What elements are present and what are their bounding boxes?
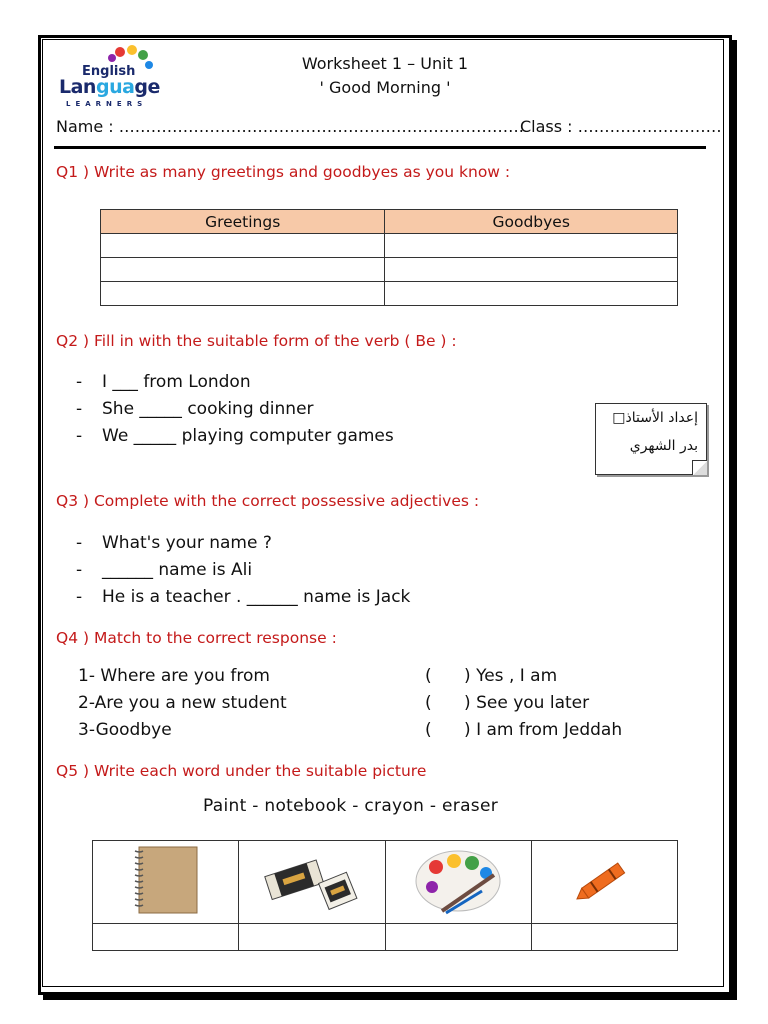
picture-cell (531, 841, 677, 924)
logo-line2: Language (59, 76, 160, 98)
note-fold-icon (692, 460, 707, 475)
q4-response[interactable]: ( ) I am from Jeddah (425, 720, 623, 740)
greetings-table (100, 209, 678, 306)
pictures-table (92, 840, 678, 951)
class-field-label: Class : ……………………… (520, 117, 722, 136)
q1-prompt: Q1 ) Write as many greetings and goodbyes as you know : (56, 163, 511, 181)
q4-prompt: Q4 ) Match to the correct response : (56, 629, 337, 647)
paint-palette-icon (412, 845, 504, 915)
worksheet-title: Worksheet 1 – Unit 1 (301, 54, 469, 73)
q4-question: 3-Goodbye (78, 720, 172, 740)
answer-cell[interactable] (385, 924, 531, 951)
goodbyes-header: Goodbyes (385, 210, 678, 234)
q2-item: - She _____ cooking dinner (76, 399, 314, 419)
logo-line1: English (82, 64, 136, 79)
q3-item: - What's your name ? (76, 533, 272, 553)
picture-cell (93, 841, 239, 924)
picture-cell (385, 841, 531, 924)
q4-question: 1- Where are you from (78, 666, 270, 686)
logo-line3: LEARNERS (66, 100, 148, 108)
greetings-cell[interactable] (101, 234, 385, 258)
q3-item: - ______ name is Ali (76, 560, 253, 580)
author-note (595, 403, 707, 475)
q2-item: - We _____ playing computer games (76, 426, 394, 446)
goodbyes-cell[interactable] (385, 282, 678, 306)
header-divider (54, 146, 706, 149)
q4-response[interactable]: ( ) See you later (425, 693, 590, 713)
eraser-icon (262, 847, 362, 913)
answer-cell[interactable] (239, 924, 385, 951)
goodbyes-cell[interactable] (385, 258, 678, 282)
answer-cell[interactable] (93, 924, 239, 951)
notebook-icon (133, 845, 199, 915)
answer-cell[interactable] (531, 924, 677, 951)
author-note-line1: إعداد الأستاذ□ (612, 410, 698, 426)
name-field-label: Name : …………………………………………………………………. (56, 117, 524, 136)
q4-response[interactable]: ( ) Yes , I am (425, 666, 558, 686)
crayon-icon (569, 855, 639, 905)
q3-prompt: Q3 ) Complete with the correct possessive adjectives : (56, 492, 480, 510)
q2-item: - I ___ from London (76, 372, 251, 392)
worksheet-subtitle: ' Good Morning ' (319, 78, 451, 97)
logo (56, 44, 160, 108)
q3-item: - He is a teacher . ______ name is Jack (76, 587, 411, 607)
q5-word-bank: Paint - notebook - crayon - eraser (203, 796, 498, 816)
greetings-cell[interactable] (101, 258, 385, 282)
picture-cell (239, 841, 385, 924)
q2-prompt: Q2 ) Fill in with the suitable form of the verb ( Be ) : (56, 332, 457, 350)
goodbyes-cell[interactable] (385, 234, 678, 258)
greetings-header: Greetings (101, 210, 385, 234)
q4-question: 2-Are you a new student (78, 693, 287, 713)
greetings-cell[interactable] (101, 282, 385, 306)
q5-prompt: Q5 ) Write each word under the suitable picture (56, 762, 427, 780)
author-note-line2: بدر الشهري (629, 438, 698, 454)
